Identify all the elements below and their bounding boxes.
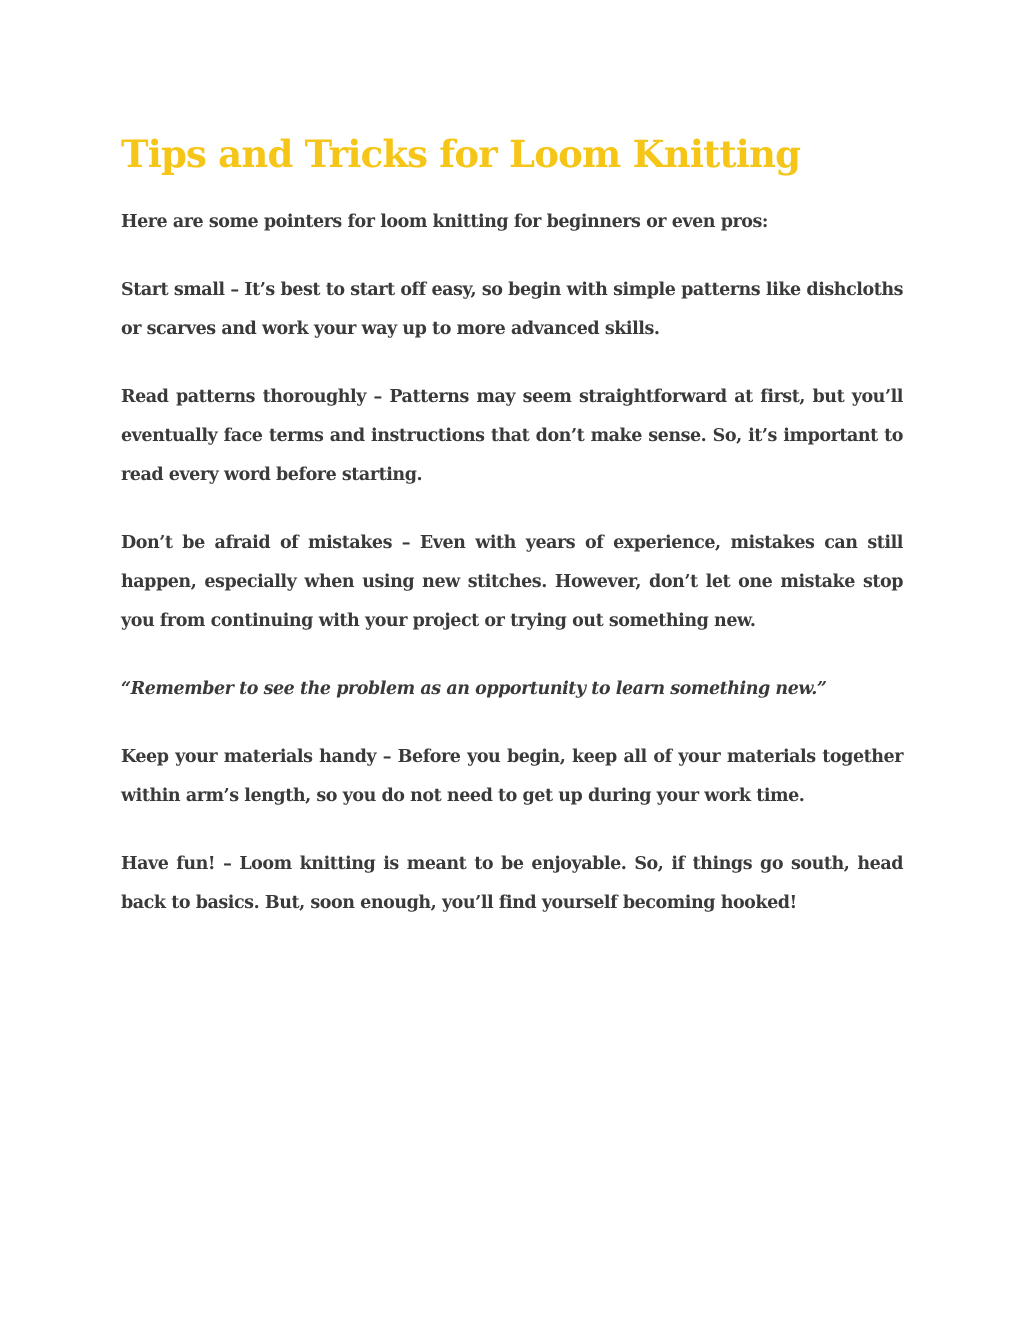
tip-read-patterns: Read patterns thoroughly – Patterns may seem straightforward at first, but you’ll eventually face terms and instructions that don’t make sense. So, it’s important to read every word before starting. xyxy=(121,387,903,485)
quote-paragraph: “Remember to see the problem as an opportunity to learn something new.” xyxy=(121,679,827,699)
tip-mistakes: Don’t be afraid of mistakes – Even with years of experience, mistakes can still happen, especially when using new stitches. However, don’t let one mistake stop you from continuing with your project or trying out something new. xyxy=(121,533,903,631)
tip-have-fun: Have fun! – Loom knitting is meant to be enjoyable. So, if things go south, head back to basics. But, soon enough, you’ll find yourself becoming hooked! xyxy=(121,854,903,913)
tip-materials-handy: Keep your materials handy – Before you begin, keep all of your materials together within arm’s length, so you do not need to get up during your work time. xyxy=(121,747,903,806)
intro-paragraph: Here are some pointers for loom knitting for beginners or even pros: xyxy=(121,212,768,232)
tip-start-small: Start small – It’s best to start off easy, so begin with simple patterns like dishcloths or scarves and work your way up to more advanced skills. xyxy=(121,280,903,339)
document-page xyxy=(121,128,903,952)
page-title: Tips and Tricks for Loom Knitting xyxy=(121,132,801,176)
